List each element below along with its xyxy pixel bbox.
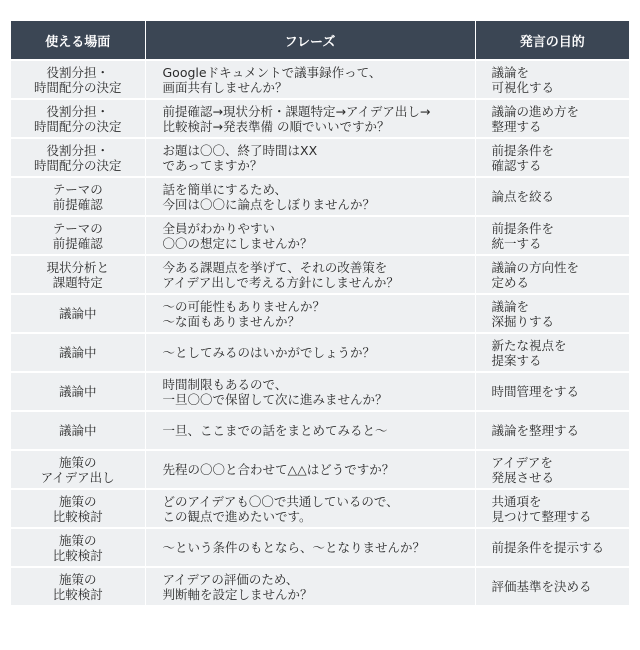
scene-cell-text: 議論中 bbox=[58, 306, 97, 321]
table-row bbox=[11, 216, 629, 255]
purpose-cell bbox=[475, 333, 629, 372]
table-row bbox=[11, 255, 629, 294]
purpose-cell bbox=[475, 294, 629, 333]
scene-cell-text: 施策の アイデア出し bbox=[40, 454, 115, 485]
scene-cell-text: 施策の 比較検討 bbox=[52, 571, 103, 602]
purpose-cell-text: 議論を整理する bbox=[491, 423, 580, 438]
header-purpose: 発言の目的 bbox=[475, 21, 629, 60]
phrase-cell-text: アイデアの評価のため、 判断軸を設定しませんか？ bbox=[162, 571, 313, 602]
scene-cell bbox=[11, 255, 145, 294]
phrase-cell bbox=[145, 450, 475, 489]
purpose-cell-text: 議論の進め方を 整理する bbox=[491, 103, 580, 134]
table-row bbox=[11, 294, 629, 333]
scene-cell bbox=[11, 138, 145, 177]
purpose-cell-text: 前提条件を提示する bbox=[491, 540, 605, 555]
table-row bbox=[11, 99, 629, 138]
scene-cell-text: 役割分担・ 時間配分の決定 bbox=[33, 103, 122, 134]
scene-cell bbox=[11, 294, 145, 333]
table-row bbox=[11, 138, 629, 177]
phrase-cell bbox=[145, 255, 475, 294]
scene-cell-text: 議論中 bbox=[58, 384, 97, 399]
table-row bbox=[11, 372, 629, 411]
scene-cell bbox=[11, 333, 145, 372]
purpose-cell bbox=[475, 99, 629, 138]
phrase-cell-text: Googleドキュメントで議事録作って、 画面共有しませんか？ bbox=[162, 64, 382, 95]
purpose-cell-text: 議論の方向性を 定める bbox=[491, 259, 580, 290]
phrase-cell-text: 前提確認→現状分析・課題特定→アイデア出し→ 比較検討→発表準備 の順でいいですか？ bbox=[162, 103, 431, 134]
phrase-cell-text: 話を簡単にするため、 今回は〇〇に論点をしぼりませんか？ bbox=[162, 181, 376, 212]
purpose-cell-text: 論点を絞る bbox=[491, 189, 555, 204]
scene-cell bbox=[11, 177, 145, 216]
phrase-table-container bbox=[11, 21, 629, 605]
table-row bbox=[11, 60, 629, 99]
phrase-cell-text: 今ある課題点を挙げて、それの改善策を アイデア出しで考える方針にしませんか？ bbox=[162, 259, 399, 290]
phrase-cell bbox=[145, 528, 475, 567]
phrase-cell bbox=[145, 294, 475, 333]
table-row bbox=[11, 489, 629, 528]
scene-cell-text: 施策の 比較検討 bbox=[52, 532, 103, 563]
table-row bbox=[11, 177, 629, 216]
scene-cell bbox=[11, 450, 145, 489]
phrase-cell bbox=[145, 216, 475, 255]
purpose-cell-text: 議論を 深掘りする bbox=[491, 298, 555, 329]
phrase-cell bbox=[145, 567, 475, 605]
purpose-cell bbox=[475, 255, 629, 294]
phrase-cell-text: どのアイデアも〇〇で共通しているので、 この観点で進めたいです。 bbox=[162, 493, 399, 524]
table-row bbox=[11, 333, 629, 372]
scene-cell-text: テーマの 前提確認 bbox=[52, 220, 103, 251]
phrase-cell-text: 〜という条件のもとなら、〜となりませんか？ bbox=[162, 540, 426, 555]
phrase-cell-text: 先程の〇〇と合わせて△△はどうですか？ bbox=[162, 462, 395, 477]
phrase-cell bbox=[145, 177, 475, 216]
scene-cell bbox=[11, 372, 145, 411]
table-body bbox=[11, 60, 629, 605]
table-row bbox=[11, 528, 629, 567]
scene-cell bbox=[11, 489, 145, 528]
scene-cell bbox=[11, 60, 145, 99]
purpose-cell-text: 新たな視点を 提案する bbox=[491, 337, 567, 368]
purpose-cell-text: 議論を 可視化する bbox=[491, 64, 555, 95]
scene-cell-text: 施策の 比較検討 bbox=[52, 493, 103, 524]
header-phrase: フレーズ bbox=[145, 21, 475, 60]
purpose-cell bbox=[475, 60, 629, 99]
table-row bbox=[11, 567, 629, 605]
table-row bbox=[11, 450, 629, 489]
phrase-cell bbox=[145, 372, 475, 411]
scene-cell bbox=[11, 99, 145, 138]
phrase-cell-text: 〜の可能性もありませんか？ 〜な面もありませんか？ bbox=[162, 298, 326, 329]
phrase-cell-text: 〜としてみるのはいかがでしょうか？ bbox=[162, 345, 376, 360]
purpose-cell bbox=[475, 450, 629, 489]
phrase-cell bbox=[145, 489, 475, 528]
scene-cell bbox=[11, 216, 145, 255]
table-header bbox=[11, 21, 629, 60]
purpose-cell bbox=[475, 567, 629, 605]
phrase-table bbox=[11, 21, 629, 605]
purpose-cell bbox=[475, 372, 629, 411]
phrase-cell bbox=[145, 333, 475, 372]
header-scene: 使える場面 bbox=[11, 21, 145, 60]
purpose-cell-text: 共通項を 見つけて整理する bbox=[491, 493, 592, 524]
phrase-cell-text: 全員がわかりやすい 〇〇の想定にしませんか？ bbox=[162, 220, 313, 251]
purpose-cell-text: 前提条件を 統一する bbox=[491, 220, 555, 251]
phrase-cell bbox=[145, 411, 475, 450]
phrase-cell-text: 時間制限もあるので、 一旦〇〇で保留して次に進みませんか？ bbox=[162, 376, 388, 407]
header-row bbox=[11, 21, 629, 60]
purpose-cell bbox=[475, 216, 629, 255]
scene-cell-text: テーマの 前提確認 bbox=[52, 181, 103, 212]
phrase-cell-text: お題は〇〇、終了時間はXX であってますか？ bbox=[162, 142, 318, 173]
purpose-cell bbox=[475, 411, 629, 450]
scene-cell-text: 現状分析と 課題特定 bbox=[46, 259, 109, 290]
purpose-cell bbox=[475, 528, 629, 567]
scene-cell-text: 役割分担・ 時間配分の決定 bbox=[33, 64, 122, 95]
phrase-cell-text: 一旦、ここまでの話をまとめてみると〜 bbox=[162, 423, 388, 438]
purpose-cell bbox=[475, 177, 629, 216]
phrase-cell bbox=[145, 60, 475, 99]
scene-cell bbox=[11, 528, 145, 567]
phrase-cell bbox=[145, 99, 475, 138]
scene-cell-text: 議論中 bbox=[58, 423, 97, 438]
purpose-cell-text: 時間管理をする bbox=[491, 384, 580, 399]
scene-cell-text: 役割分担・ 時間配分の決定 bbox=[33, 142, 122, 173]
scene-cell bbox=[11, 567, 145, 605]
purpose-cell-text: アイデアを 発展させる bbox=[491, 454, 555, 485]
scene-cell-text: 議論中 bbox=[58, 345, 97, 360]
table-row bbox=[11, 411, 629, 450]
purpose-cell-text: 前提条件を 確認する bbox=[491, 142, 555, 173]
purpose-cell bbox=[475, 489, 629, 528]
purpose-cell bbox=[475, 138, 629, 177]
phrase-cell bbox=[145, 138, 475, 177]
purpose-cell-text: 評価基準を決める bbox=[491, 579, 592, 594]
scene-cell bbox=[11, 411, 145, 450]
